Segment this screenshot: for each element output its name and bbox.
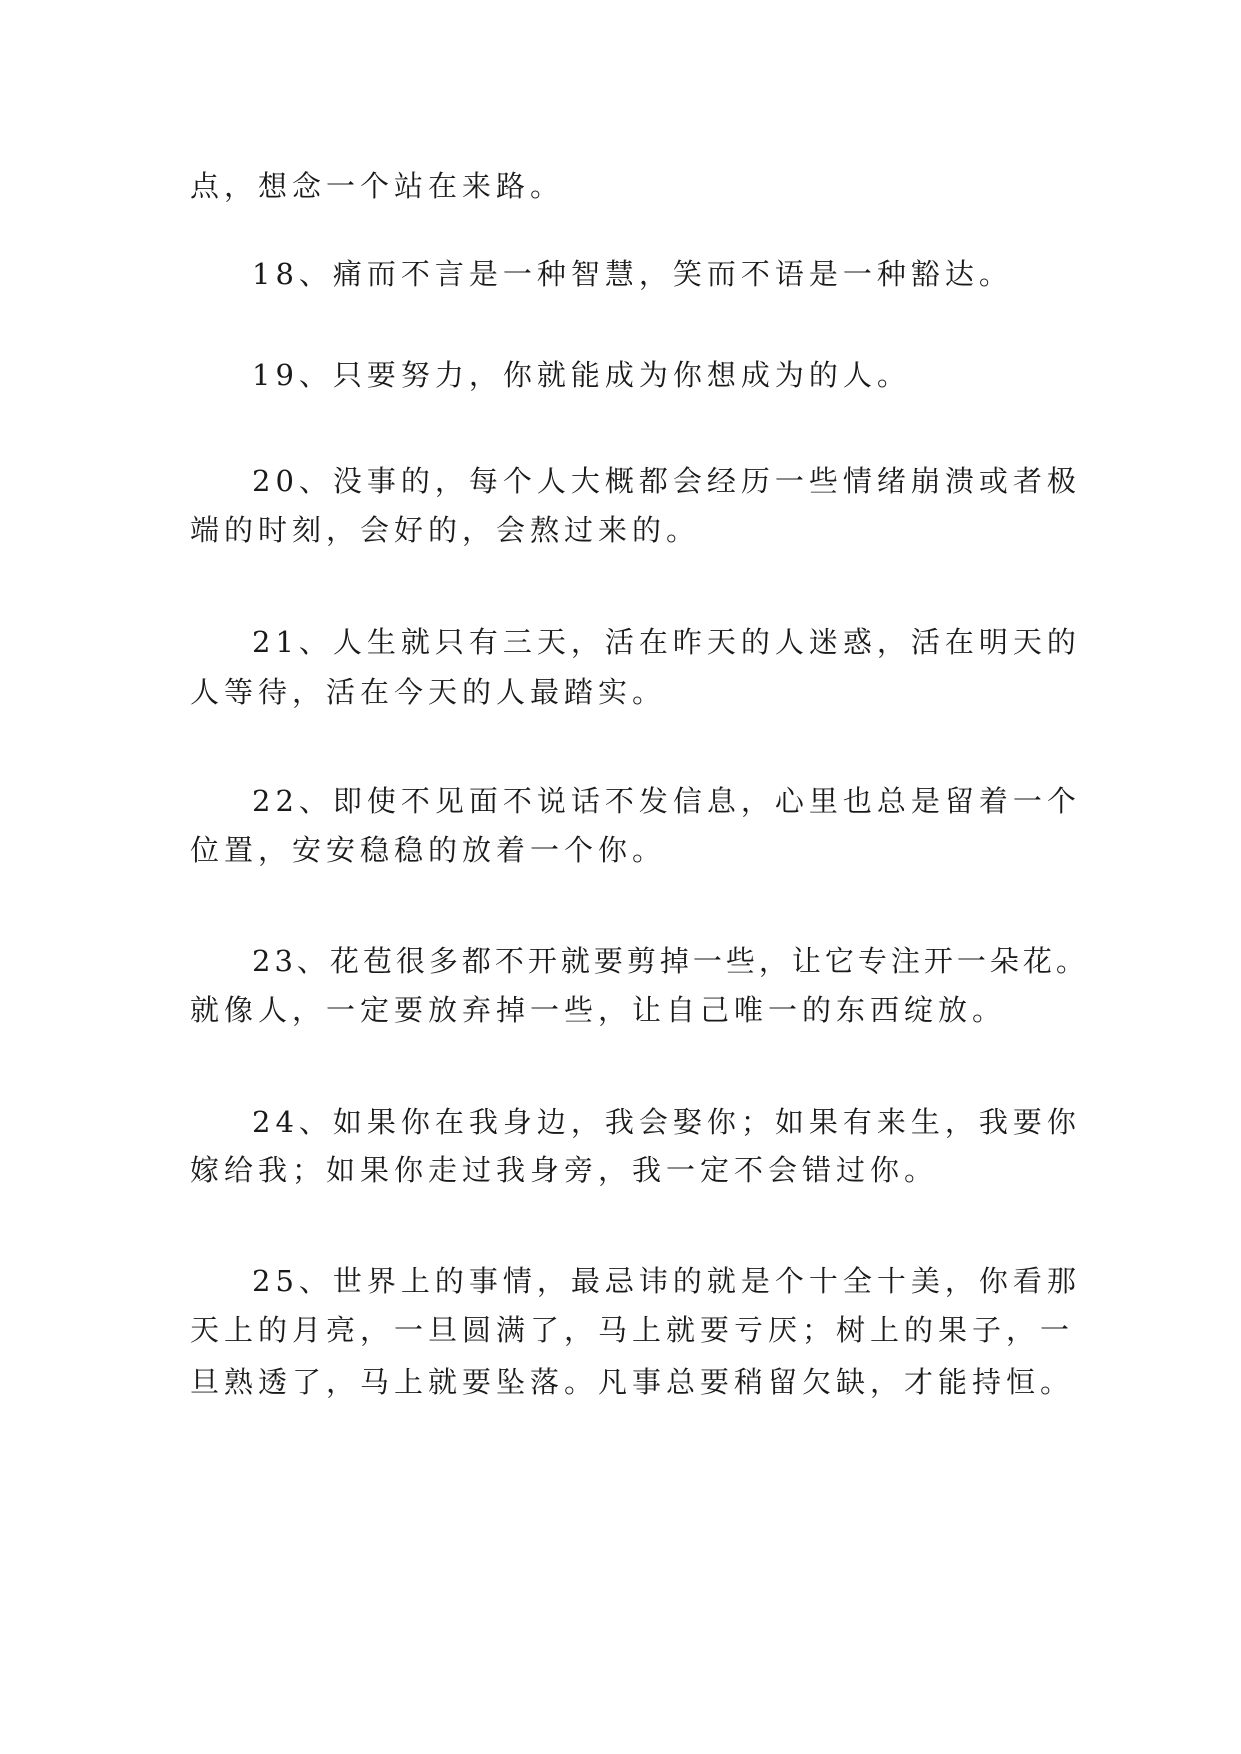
paragraph-fragment-line-1: 点，想念一个站在来路。 bbox=[190, 169, 565, 203]
quote-24-line-1: 24、如果你在我身边，我会娶你；如果有来生，我要你 bbox=[252, 1105, 1081, 1139]
quote-19-line-1: 19、只要努力，你就能成为你想成为的人。 bbox=[252, 358, 911, 392]
quote-20-line-1: 20、没事的，每个人大概都会经历一些情绪崩溃或者极 bbox=[252, 464, 1081, 498]
quote-21-line-1: 21、人生就只有三天，活在昨天的人迷惑，活在明天的 bbox=[252, 625, 1081, 659]
quote-22-line-2: 位置，安安稳稳的放着一个你。 bbox=[190, 833, 667, 867]
quote-18-line-1: 18、痛而不言是一种智慧，笑而不语是一种豁达。 bbox=[252, 257, 1013, 291]
quote-23-line-1: 23、花苞很多都不开就要剪掉一些，让它专注开一朵花。 bbox=[252, 944, 1089, 978]
quote-23-line-2: 就像人，一定要放弃掉一些，让自己唯一的东西绽放。 bbox=[190, 993, 1007, 1027]
quote-24-line-2: 嫁给我；如果你走过我身旁，我一定不会错过你。 bbox=[190, 1153, 939, 1187]
quote-25-line-1: 25、世界上的事情，最忌讳的就是个十全十美，你看那 bbox=[252, 1264, 1081, 1298]
quote-25-line-2: 天上的月亮，一旦圆满了，马上就要亏厌；树上的果子，一 bbox=[190, 1313, 1075, 1347]
quote-25-line-3: 旦熟透了，马上就要坠落。凡事总要稍留欠缺，才能持恒。 bbox=[190, 1365, 1075, 1399]
quote-20-line-2: 端的时刻，会好的，会熬过来的。 bbox=[190, 513, 701, 547]
quote-22-line-1: 22、即使不见面不说话不发信息，心里也总是留着一个 bbox=[252, 784, 1081, 818]
quote-21-line-2: 人等待，活在今天的人最踏实。 bbox=[190, 675, 667, 709]
